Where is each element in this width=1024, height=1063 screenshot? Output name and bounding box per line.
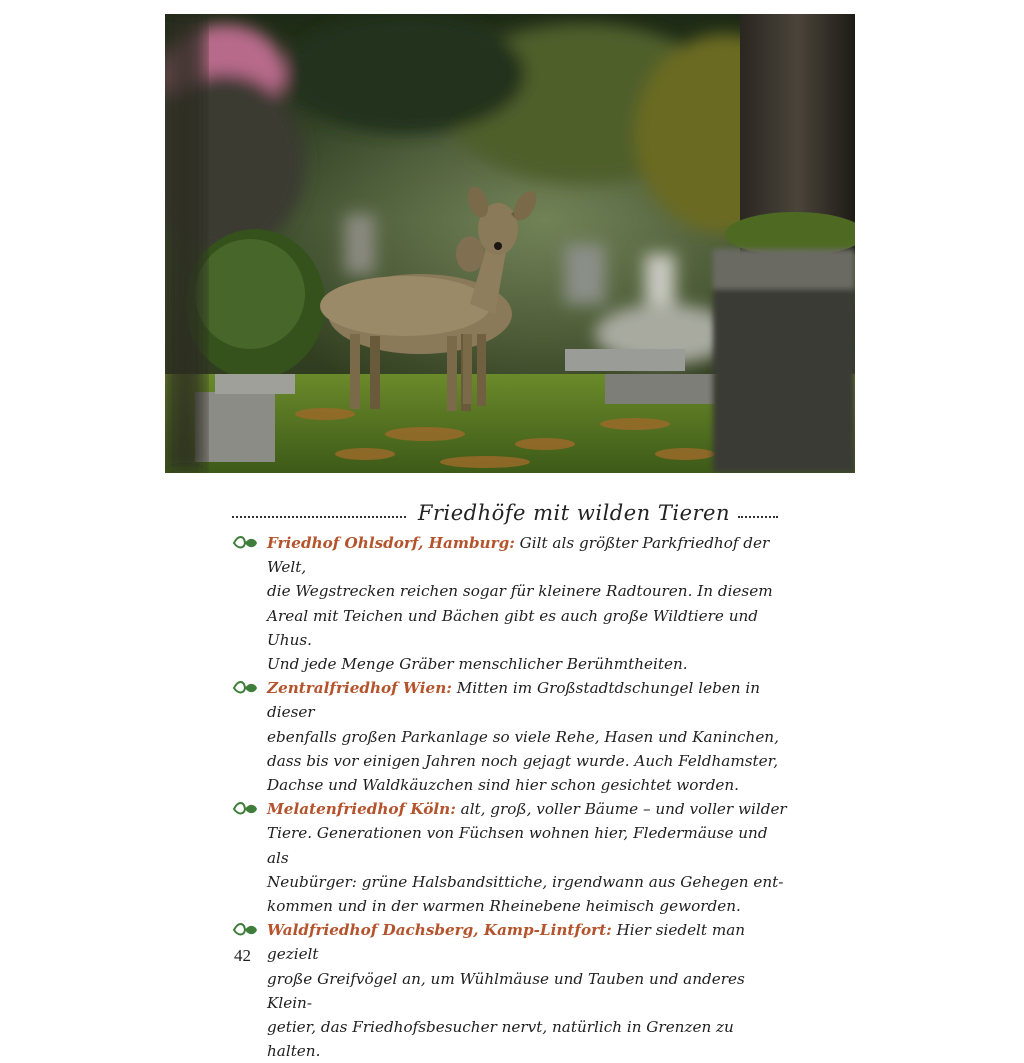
list-item bbox=[232, 918, 792, 1063]
entry-line: die Wegstrecken reichen sogar für kleinere Radtouren. In diesem bbox=[267, 582, 773, 601]
leaf-ornament-icon bbox=[232, 799, 258, 819]
entry-line: Neubürger: grüne Halsbandsittiche, irgendwann aus Gehegen ent- bbox=[267, 872, 784, 891]
entry-line: alt, groß, voller Bäume – und voller wilder bbox=[460, 800, 787, 819]
entry-line: Dachse und Waldkäuzchen sind hier schon gesichtet worden. bbox=[267, 776, 740, 795]
entry-line: große Greifvögel an, um Wühlmäuse und Tauben und anderes Klein- bbox=[267, 969, 745, 1012]
entry-line: ebenfalls großen Parkanlage so viele Rehe, Hasen und Kaninchen, bbox=[267, 727, 779, 746]
dotted-leader-right bbox=[738, 516, 778, 518]
cemetery-list bbox=[232, 531, 792, 1063]
entry-text bbox=[267, 918, 792, 1063]
section-heading bbox=[232, 492, 778, 526]
list-item bbox=[232, 797, 792, 918]
entry-line: Mitten im Großstadtdschungel leben in dieser bbox=[267, 679, 761, 722]
entry-line: dass bis vor einigen Jahren noch gejagt wurde. Auch Feldhamster, bbox=[267, 751, 779, 770]
entry-line: Tiere. Generationen von Füchsen wohnen hier, Fledermäuse und als bbox=[267, 824, 768, 867]
list-item bbox=[232, 531, 792, 676]
entry-line: Areal mit Teichen und Bächen gibt es auch große Wildtiere und Uhus. bbox=[267, 606, 759, 649]
dotted-leader-left bbox=[232, 516, 406, 518]
entry-text bbox=[267, 531, 792, 676]
entry-line: kommen und in der warmen Rheinebene heimisch geworden. bbox=[267, 897, 741, 916]
entry-text bbox=[267, 676, 792, 797]
entry-line: Hier siedelt man gezielt bbox=[267, 921, 746, 964]
entry-line: Und jede Menge Gräber menschlicher Berühmtheiten. bbox=[267, 655, 688, 674]
deer-cemetery-photo bbox=[165, 14, 855, 473]
entry-line: Gilt als größter Parkfriedhof der Welt, bbox=[267, 534, 770, 577]
leaf-ornament-icon bbox=[232, 920, 258, 940]
section-title: Friedhöfe mit wilden Tieren bbox=[417, 501, 730, 525]
entry-name: Waldfriedhof Dachsberg, Kamp-Lintfort: bbox=[267, 921, 612, 940]
leaf-ornament-icon bbox=[232, 533, 258, 553]
entry-line: getier, das Friedhofsbesucher nervt, natürlich in Grenzen zu halten. bbox=[267, 1018, 734, 1061]
entry-name: Zentralfriedhof Wien: bbox=[267, 679, 452, 698]
page-number: 42 bbox=[234, 946, 251, 965]
entry-text bbox=[267, 797, 792, 918]
list-item bbox=[232, 676, 792, 797]
entry-name: Melatenfriedhof Köln: bbox=[267, 800, 456, 819]
entry-name: Friedhof Ohlsdorf, Hamburg: bbox=[267, 534, 515, 552]
leaf-ornament-icon bbox=[232, 678, 258, 698]
